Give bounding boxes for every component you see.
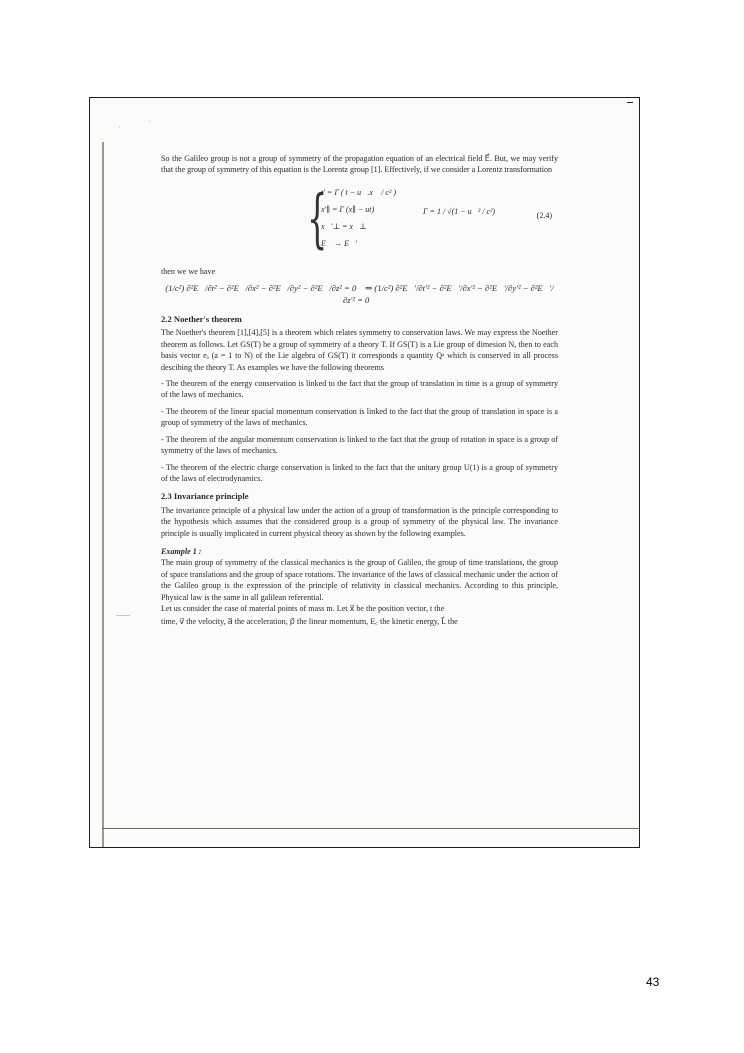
- scanned-page: [89, 97, 640, 848]
- section-heading-noether: 2.2 Noether's theorem: [161, 314, 242, 325]
- system-line: t' = Γ ( t − u⃗.x⃗ / c² ): [321, 187, 396, 197]
- section-heading-invariance: 2.3 Invariance principle: [161, 491, 249, 502]
- lorentz-transformation: [161, 182, 558, 260]
- system-line: x⃗'⊥ = x⃗⊥: [321, 221, 367, 231]
- scan-smudge: ·: [118, 122, 121, 132]
- system-line: x'∥ = Γ (x∥ − ut): [321, 204, 375, 214]
- scan-bottom-edge: [102, 828, 639, 829]
- bullet-energy: - The theorem of the energy conservation is linked to the fact that the group of translation in time is a group of symmetry of the laws of mechanics.: [161, 379, 558, 400]
- system-lines: [321, 184, 396, 252]
- corner-mark: [627, 102, 633, 103]
- wave-equation: (1/c²) ∂²E⃗/∂t² − ∂²E⃗/∂x² − ∂²E⃗/∂y² − ∂²E⃗/∂z² = 0⃗ ⇒ (1/c²) ∂²E⃗'/∂t'² − ∂²E⃗'/∂x'² − ∂²E⃗'/∂y'² − ∂²E⃗'/∂z'² = 0⃗: [165, 283, 554, 305]
- scan-smudge: [116, 615, 130, 616]
- then-we-have: then we we have: [161, 266, 216, 276]
- material-points-line-2: time, v⃗ the velocity, a⃗ the acceleration, p⃗ the linear momentum, E꜀ the kinetic energy, L⃗ the: [161, 617, 458, 627]
- page-number: 43: [646, 975, 660, 989]
- scan-smudge: ·: [148, 116, 151, 126]
- page-content: [161, 153, 558, 628]
- bullet-linear-momentum: - The theorem of the linear spacial momentum conservation is linked to the fact that the group of translation in space is a group of symmetry of the laws of mechanics.: [161, 406, 558, 428]
- bullet-electric-charge: - The theorem of the electric charge conservation is linked to the fact that the unitary group U(1) is a group of symmetry of the laws of electrodynamics.: [161, 462, 558, 483]
- noether-paragraph: The Noether's theorem [1],[4],[5] is a theorem which relates symmetry to conservation laws. We may express the Noether theorem as follows. Let GS(T) be a group of symmetry of a theory T. If GS(T) is a Lie group of dimesion N, then to each basis vector eₐ (a = 1 to N) of the Lie algebra of GS(T) it corresponds a quantity Qᵃ which is conserved in all process descibing the theory T. As examples we have the following theorems: [161, 328, 558, 372]
- example-heading: Example 1 :: [161, 546, 202, 556]
- intro-paragraph: So the Galileo group is not a group of symmetry of the propagation equation of an electrical field E⃗. But, we may verify that the group of symmetry of this equation is the Lorentz group [1]. Effectively, if we consider a Lorentz transformation: [161, 154, 558, 175]
- equation-number: (2.4): [536, 210, 552, 220]
- system-line: E⃗ → E⃗': [321, 238, 357, 248]
- system-brace: {: [307, 181, 328, 256]
- example-paragraph: The main group of symmetry of the classical mechanics is the group of Galileo, the group of time translations, the group of space translations and the group of space rotations. The invariance of the laws of classical mechanic under the action of the Galileo group is the expression of the principle of relativity in classical mechanics. According to this principle, Physical law is the same in all galilean referential.: [161, 558, 558, 602]
- bullet-angular-momentum: - The theorem of the angular momentum conservation is linked to the fact that the group of rotation in space is a group of symmetry of the laws of mechanics.: [161, 434, 558, 456]
- invariance-paragraph: The invariance principle of a physical law under the action of a group of transformation is the principle corresponding to the hypothesis which assumes that the considered group is a group of symmetry of the physical law. The invariance principle is usually implicated in current physical theory as shown by the following examples.: [161, 505, 558, 538]
- scan-left-edge: [102, 142, 104, 848]
- gamma-definition: Γ = 1 / √(1 − u⃗² / c²): [423, 206, 496, 216]
- material-points-line-1: Let us consider the case of material points of mass m. Let x⃗ be the position vector, t the: [161, 603, 445, 613]
